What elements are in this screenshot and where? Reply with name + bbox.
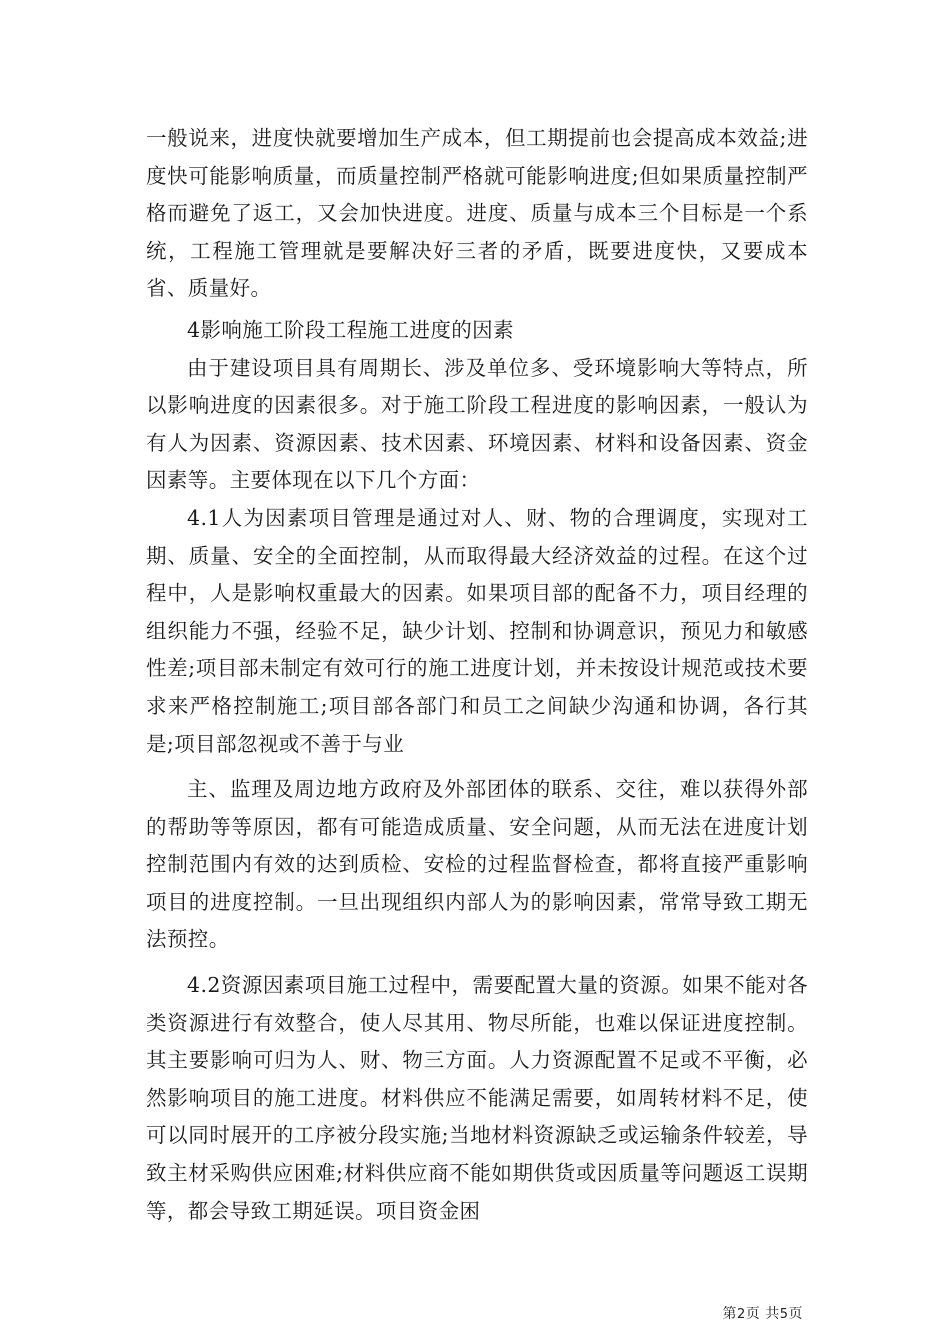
paragraph-4-intro: 由于建设项目具有周期长、涉及单位多、受环境影响大等特点，所以影响进度的因素很多。对于施工阶段工程进度的影响因素，一般认为有人为因素、资源因素、技术因素、环境因素、材料和设备因素、资金因素等。主要体现在以下几个方面： xyxy=(146,355,808,493)
total-pages-number: 5 xyxy=(779,1307,789,1322)
section-heading-4: 4影响施工阶段工程施工进度的因素 xyxy=(187,317,514,342)
current-page-number: 2 xyxy=(736,1307,746,1322)
page-number-footer xyxy=(722,1303,803,1323)
footer-suffix: 页 xyxy=(788,1306,803,1322)
body-text xyxy=(146,120,808,1230)
paragraph-intro-continued: 一般说来，进度快就要增加生产成本，但工期提前也会提高成本效益;进度快可能影响质量，而质量控制严格就可能影响进度;但如果质量控制严格而避免了返工，又会加快进度。进度、质量与成本三个目标是一个系统，工程施工管理就是要解决好三者的矛盾，既要进度快，又要成本省、质量好。 xyxy=(146,126,808,301)
footer-middle: 页 共 xyxy=(745,1306,780,1322)
paragraph-4-1-continued: 主、监理及周边地方政府及外部团体的联系、交往，难以获得外部的帮助等等原因，都有可能造成质量、安全问题，从而无法在进度计划控制范围内有效的达到质检、安检的过程监督检查，都将直接严重影响项目的进度控制。一旦出现组织内部人为的影响因素，常常导致工期无法预控。 xyxy=(146,777,808,952)
footer-prefix: 第 xyxy=(722,1306,737,1322)
paragraph-4-2: 4.2资源因素项目施工过程中，需要配置大量的资源。如果不能对各类资源进行有效整合，使人尽其用、物尽所能，也难以保证进度控制。其主要影响可归为人、财、物三方面。人力资源配置不足或不平衡，必然影响项目的施工进度。材料供应不能满足需要，如周转材料不足，使可以同时展开的工序被分段实施;当地材料资源缺乏或运输条件较差，导致主材采购供应困难;材料供应商不能如期供货或因质量等问题返工误期等，都会导致工期延误。项目资金困 xyxy=(146,973,808,1223)
paragraph-4-1: 4.1人为因素项目管理是通过对人、财、物的合理调度，实现对工期、质量、安全的全面控制，从而取得最大经济效益的过程。在这个过程中，人是影响权重最大的因素。如果项目部的配备不力，项目经理的组织能力不强，经验不足，缺少计划、控制和协调意识，预见力和敏感性差;项目部未制定有效可行的施工进度计划，并未按设计规范或技术要求来严格控制施工;项目部各部门和员工之间缺少沟通和协调，各行其是;项目部忽视或不善于与业 xyxy=(146,505,808,756)
